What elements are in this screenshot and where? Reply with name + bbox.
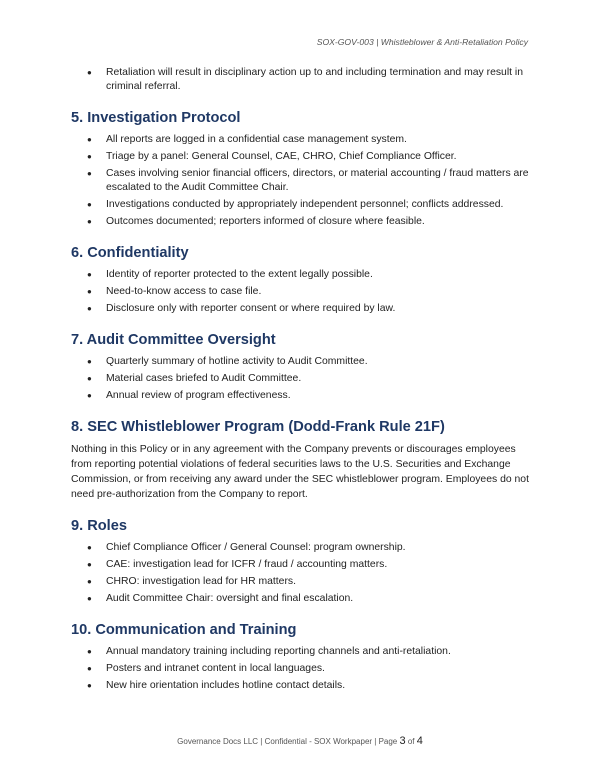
list-item: ● New hire orientation includes hotline contact details.: [71, 679, 531, 693]
list-item: ● Audit Committee Chair: oversight and final escalation.: [71, 592, 531, 606]
document-body: [71, 66, 531, 696]
list-item: ● Quarterly summary of hotline activity to Audit Committee.: [71, 355, 531, 369]
list-item: ● Investigations conducted by appropriately independent personnel; conflicts addressed.: [71, 198, 531, 212]
list-item: ● All reports are logged in a confidential case management system.: [71, 133, 531, 147]
list-item: ● Material cases briefed to Audit Committee.: [71, 372, 531, 386]
audit-committee-oversight-list: [71, 355, 531, 403]
section-heading-confidentiality: 6. Confidentiality: [71, 245, 189, 261]
page-footer: [0, 735, 600, 747]
roles-list: [71, 541, 531, 606]
total-page-count: 4: [416, 735, 423, 747]
intro-bullet-list: [71, 66, 531, 94]
section-heading-investigation-protocol: 5. Investigation Protocol: [71, 110, 241, 126]
sec-program-paragraph: Nothing in this Policy or in any agreement with the Company prevents or discourages employees from reporting potential violations of federal securities laws to the U.S. Securities and Exchange Commission, or from receiving any award under the SEC whistleblower program. Employees do not need pre-authorization from the Company to report.: [71, 444, 529, 500]
section-heading-sec-whistleblower-program: 8. SEC Whistleblower Program (Dodd-Frank Rule 21F): [71, 419, 445, 435]
footer-text: Governance Docs LLC | Confidential - SOX Workpaper | Page: [177, 737, 400, 746]
confidentiality-list: [71, 268, 531, 316]
list-item: ● CHRO: investigation lead for HR matters.: [71, 575, 531, 589]
communication-training-list: [71, 645, 531, 693]
list-item: ● Retaliation will result in disciplinary action up to and including termination and may result in criminal referral.: [71, 66, 531, 94]
list-item: ● Outcomes documented; reporters informed of closure where feasible.: [71, 215, 531, 229]
list-item: ● Need-to-know access to case file.: [71, 285, 531, 299]
list-item: ● Annual mandatory training including reporting channels and anti-retaliation.: [71, 645, 531, 659]
list-item: ● Posters and intranet content in local languages.: [71, 662, 531, 676]
current-page-number: 3: [399, 735, 406, 747]
section-heading-communication-and-training: 10. Communication and Training: [71, 622, 297, 638]
list-item: ● Cases involving senior financial officers, directors, or material accounting / fraud matters are escalated to the Audit Committee Chair.: [71, 167, 531, 195]
list-item: ● Disclosure only with reporter consent or where required by law.: [71, 302, 531, 316]
list-item: ● Identity of reporter protected to the extent legally possible.: [71, 268, 531, 282]
investigation-protocol-list: [71, 133, 531, 229]
list-item: ● CAE: investigation lead for ICFR / fraud / accounting matters.: [71, 558, 531, 572]
list-item: ● Chief Compliance Officer / General Counsel: program ownership.: [71, 541, 531, 555]
section-heading-audit-committee-oversight: 7. Audit Committee Oversight: [71, 332, 276, 348]
section-heading-roles: 9. Roles: [71, 518, 127, 534]
list-item: ● Triage by a panel: General Counsel, CAE, CHRO, Chief Compliance Officer.: [71, 150, 531, 164]
footer-of-text: of: [405, 737, 417, 746]
running-header: SOX-GOV-003 | Whistleblower & Anti-Retaliation Policy: [316, 37, 528, 47]
list-item: ● Annual review of program effectiveness.: [71, 389, 531, 403]
